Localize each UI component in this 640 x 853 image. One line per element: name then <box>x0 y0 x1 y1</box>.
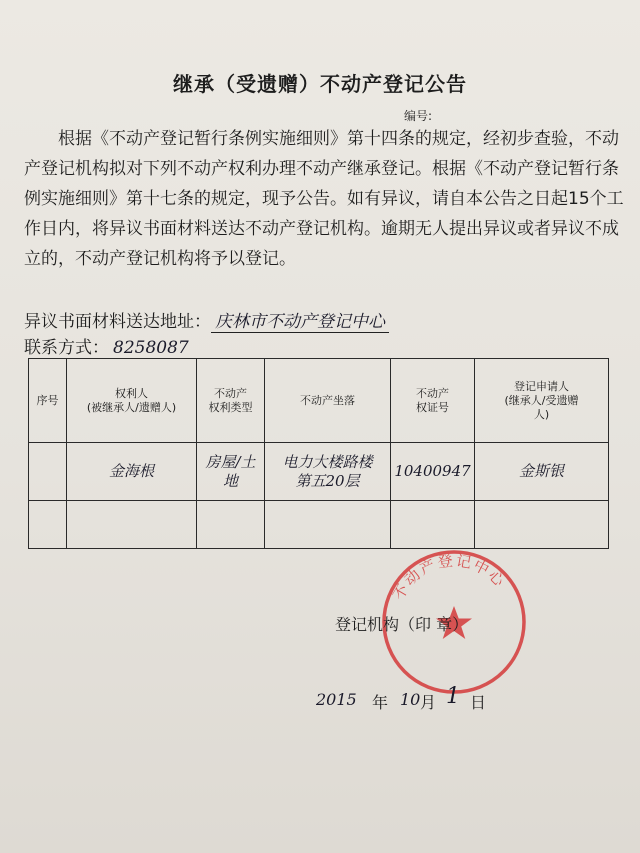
table-cell <box>29 501 67 549</box>
header-cell: 序号 <box>29 359 67 443</box>
contact-row <box>24 333 193 359</box>
registrar-label: 登记机构（印 章） <box>335 615 469 634</box>
table-cell <box>265 501 391 549</box>
table-cell: 金斯银 <box>475 443 609 501</box>
objection-address-label: 异议书面材料送达地址： <box>24 312 211 332</box>
date-month: 10 <box>400 690 421 709</box>
objection-address-row <box>24 307 389 333</box>
table-cell <box>391 501 475 549</box>
contact-label: 联系方式： <box>24 338 109 358</box>
date-year-label: 年 <box>372 693 389 712</box>
doc-number-label: 编号: <box>404 109 433 123</box>
notice-title: 继承（受遗赠）不动产登记公告 <box>173 72 467 96</box>
header-cell: 登记申请人 (继承人/受遗赠 人) <box>475 359 609 443</box>
table-cell <box>475 501 609 549</box>
header-cell: 权利人 (被继承人/遗赠人) <box>67 359 197 443</box>
table-cell: 电力大楼路楼 第五20层 <box>265 443 391 501</box>
header-cell: 不动产 权证号 <box>391 359 475 443</box>
date-year: 2015 <box>316 690 357 709</box>
table-cell <box>197 501 265 549</box>
registration-table <box>28 358 609 549</box>
date-day: 1 <box>446 684 460 709</box>
table-cell <box>29 443 67 501</box>
table-row <box>29 443 609 501</box>
date-day-label: 日 <box>470 693 487 712</box>
table-cell: 10400947 <box>391 443 475 501</box>
header-cell: 不动产 权利类型 <box>197 359 265 443</box>
table-row <box>29 501 609 549</box>
header-cell: 不动产坐落 <box>265 359 391 443</box>
notice-paragraph: 根据《不动产登记暂行条例实施细则》第十四条的规定，经初步查验，不动产登记机构拟对下列不动产权利办理不动产继承登记。根据《不动产登记暂行条例实施细则》第十七条的规定，现予公告。如有异议，请自本公告之日起15个工作日内，将异议书面材料送达不动产登记机构。逾期无人提出异议或者异议不成立的，不动产登记机构将予以登记。 <box>24 129 624 269</box>
table-cell: 金海根 <box>67 443 197 501</box>
date-month-label: 月 <box>420 693 437 712</box>
svg-text:不动产登记中心 <box>389 551 509 603</box>
contact-value: 8258087 <box>109 338 193 359</box>
table-header-row <box>29 359 609 443</box>
objection-address-value: 庆林市不动产登记中心 <box>211 307 389 333</box>
table-cell: 房屋/土地 <box>197 443 265 501</box>
seal-text: 不动产登记中心 <box>389 551 510 604</box>
table-cell <box>67 501 197 549</box>
